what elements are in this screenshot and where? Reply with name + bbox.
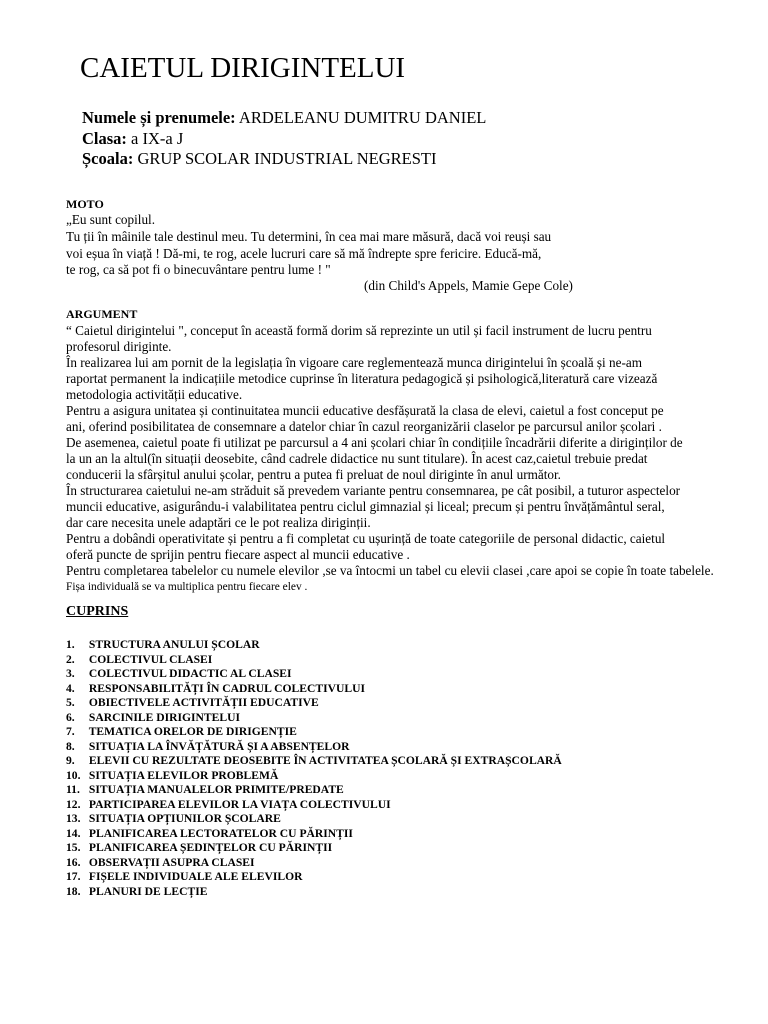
toc-item-text: OBSERVAȚII ASUPRA CLASEI (88, 855, 255, 869)
toc-item-text: TEMATICA ORELOR DE DIRIGENȚIE (88, 725, 297, 738)
toc-item-text: RESPONSABILITĂȚI ÎN CADRUL COLECTIVULUI (88, 681, 365, 695)
toc-item (66, 841, 562, 856)
argument-heading: ARGUMENT (66, 307, 138, 321)
class-row (82, 129, 183, 149)
argument-line: “ Caietul dirigintelui ", conceput în această formă dorim să reprezinte un util și facil instrument de lucru pentru (66, 323, 652, 338)
argument-line: ani, oferind posibilitatea de consemnare a datelor chiar în cazul reorganizării claselor pe parcursul anilor școlari . (66, 419, 662, 434)
toc-item (66, 769, 562, 784)
toc-item-number: 9. (66, 754, 75, 767)
toc-item-text: PLANURI DE LECȚIE (88, 884, 208, 898)
toc-item-number: 16. (66, 855, 81, 869)
toc-item-text: FIȘELE INDIVIDUALE ALE ELEVILOR (88, 870, 303, 883)
school-value: GRUP SCOLAR INDUSTRIAL NEGRESTI (137, 149, 437, 168)
toc-item-text: SITUAȚIA LA ÎNVĂȚĂTURĂ ȘI A ABSENȚELOR (88, 739, 350, 753)
toc-item (66, 783, 562, 798)
toc-item-text: SITUAȚIA OPȚIUNILOR ȘCOLARE (88, 812, 281, 825)
argument-line: dar care necesita unele adaptări ce le pot realiza diriginții. (66, 515, 371, 530)
toc-item-number: 18. (66, 884, 81, 898)
argument-line: Pentru a dobândi operativitate și pentru a fi completat cu ușurință de toate categoriile de personal didactic, caietul (66, 531, 666, 546)
argument-line: De asemenea, caietul poate fi utilizat pe parcursul a 4 ani școlari chiar în condițiile încadrării diferite a diriginților de (66, 435, 683, 450)
argument-line: Pentru completarea tabelelor cu numele elevilor ,se va întocmi un tabel cu elevii clasei ,care apoi se copie în toate tabelele. (66, 563, 714, 578)
moto-line: voi eșua în viață ! Dă-mi, te rog, acele lucruri care să mă îndrepte spre fericire. Educă-mă, (66, 246, 542, 261)
argument-line: În realizarea lui am pornit de la legislația în vigoare care reglementează munca dirigintelui în școală și ne-am (66, 355, 642, 370)
moto-line: te rog, ca să pot fi o binecuvântare pentru lume ! " (66, 262, 331, 277)
argument-line: oferă puncte de sprijin pentru fiecare aspect al muncii educative . (66, 547, 410, 562)
moto-credit: (din Child's Appels, Mamie Gepe Cole) (364, 278, 573, 293)
toc-item-number: 17. (66, 870, 81, 883)
moto-heading: MOTO (66, 197, 104, 211)
argument-line: raportat permanent la indicațiile metodice cuprinse în literatura pedagogică și psihologică,literatură care vizează (66, 371, 658, 386)
toc-item-text: COLECTIVUL CLASEI (88, 652, 213, 666)
toc-item-number: 10. (66, 768, 81, 782)
toc-item-number: 1. (66, 638, 75, 651)
school-row (82, 149, 436, 169)
document-title: CAIETUL DIRIGINTELUI (80, 52, 406, 84)
toc-item (66, 885, 562, 900)
toc-item (66, 638, 562, 653)
toc-item-text: SITUAȚIA MANUALELOR PRIMITE/PREDATE (88, 783, 344, 796)
toc-item (66, 798, 562, 813)
toc-item-number: 13. (66, 812, 81, 825)
argument-line: la un an la altul(în situații deosebite, când cadrele didactice nu sunt titulare). În acest caz,caietul trebuie predat (66, 451, 648, 466)
toc-item-number: 14. (66, 826, 81, 840)
toc-item-text: STRUCTURA ANULUI ȘCOLAR (88, 638, 260, 651)
toc-item-number: 5. (66, 696, 75, 709)
toc-item-text: ELEVII CU REZULTATE DEOSEBITE ÎN ACTIVITATEA ȘCOLARĂ ȘI EXTRAȘCOLARĂ (88, 754, 562, 767)
toc-item (66, 754, 562, 769)
toc-item-number: 4. (66, 681, 75, 695)
toc-item (66, 653, 562, 668)
name-row (82, 108, 486, 128)
toc-item (66, 812, 562, 827)
argument-line: muncii educative, asigurându-i valabilitatea pentru ciclul gimnazial și liceal; precum și pentru învățământul seral, (66, 499, 665, 514)
argument-line: conducerii la sfârșitul anului școlar, pentru a putea fi preluat de noul diriginte în anul următor. (66, 467, 561, 482)
toc-item-text: PARTICIPAREA ELEVILOR LA VIAȚA COLECTIVULUI (88, 797, 391, 811)
toc-item-number: 7. (66, 725, 75, 738)
cuprins-heading: CUPRINS (66, 604, 129, 619)
toc-item-number: 11. (66, 783, 80, 796)
toc-item (66, 725, 562, 740)
name-value: ARDELEANU DUMITRU DANIEL (238, 108, 487, 127)
toc-item (66, 740, 562, 755)
table-of-contents (66, 638, 562, 899)
moto-line: „Eu sunt copilul. (66, 212, 156, 227)
toc-item (66, 870, 562, 885)
toc-item-text: PLANIFICAREA ȘEDINȚELOR CU PĂRINȚII (88, 841, 333, 854)
toc-item (66, 682, 562, 697)
class-label: Clasa: (82, 129, 127, 148)
toc-item (66, 856, 562, 871)
toc-item (66, 696, 562, 711)
toc-item-text: SITUAȚIA ELEVILOR PROBLEMĂ (88, 768, 279, 782)
moto-line: Tu ții în mâinile tale destinul meu. Tu determini, în cea mai mare măsură, dacă voi reuși sau (66, 229, 552, 244)
name-label: Numele și prenumele: (82, 108, 236, 127)
toc-item (66, 667, 562, 682)
toc-item (66, 711, 562, 726)
argument-line: Fișa individuală se va multiplica pentru fiecare elev . (66, 581, 308, 593)
class-value: a IX-a J (131, 129, 184, 148)
toc-item-number: 2. (66, 652, 75, 666)
toc-item-number: 6. (66, 710, 75, 724)
toc-item-text: SARCINILE DIRIGINTELUI (88, 710, 240, 724)
argument-line: În structurarea caietului ne-am străduit să prevedem variante pentru consemnarea, pe cât posibil, a tuturor aspectelor (66, 483, 681, 498)
toc-item-text: PLANIFICAREA LECTORATELOR CU PĂRINȚII (88, 826, 353, 840)
toc-item-number: 12. (66, 797, 81, 811)
toc-item (66, 827, 562, 842)
argument-line: metodologia activității educative. (66, 387, 243, 402)
toc-item-text: OBIECTIVELE ACTIVITĂȚII EDUCATIVE (88, 696, 319, 709)
toc-item-number: 3. (66, 667, 75, 680)
toc-item-number: 8. (66, 739, 75, 753)
toc-item-number: 15. (66, 841, 81, 854)
argument-line: profesorul diriginte. (66, 339, 172, 354)
school-label: Școala: (82, 149, 134, 168)
argument-line: Pentru a asigura unitatea și continuitatea muncii educative desfășurată la clasa de elevi, caietul a fost conceput pe (66, 403, 664, 418)
toc-item-text: COLECTIVUL DIDACTIC AL CLASEI (88, 667, 292, 680)
